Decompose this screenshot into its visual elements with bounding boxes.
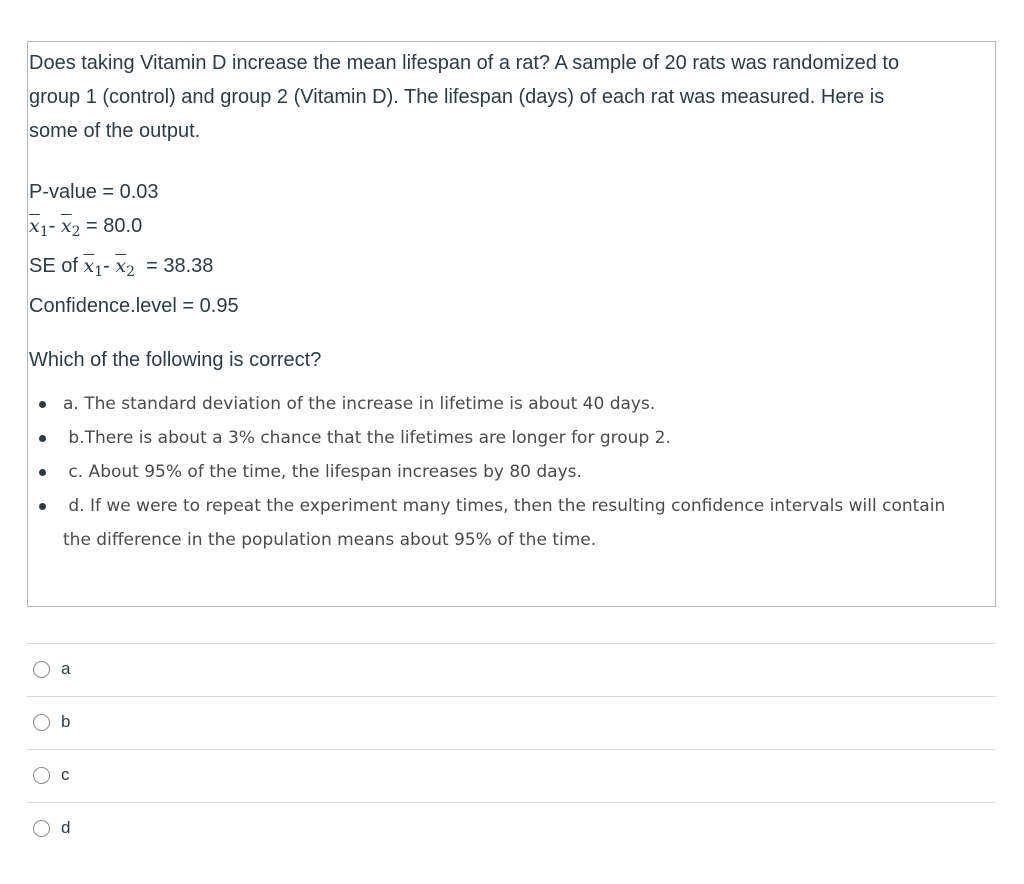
answer-label[interactable]: b — [61, 712, 71, 731]
answer-label[interactable]: c — [61, 765, 70, 784]
se-label: SE of — [29, 255, 84, 277]
radio-button-c[interactable] — [33, 767, 50, 784]
bullet-icon — [39, 401, 46, 408]
stats-output — [29, 175, 239, 323]
se-value: = 38.38 — [134, 255, 214, 277]
statement-item: c. About 95% of the time, the lifespan increases by 80 days. — [28, 455, 973, 489]
question-text — [29, 46, 979, 148]
question-prompt: Which of the following is correct? — [29, 349, 322, 371]
answer-choices — [27, 643, 996, 855]
answer-label[interactable]: a — [61, 659, 71, 678]
se-line — [29, 249, 239, 289]
mean-difference-value: = 80.0 — [80, 215, 143, 237]
question-box — [27, 41, 996, 607]
statement-list — [28, 387, 973, 557]
answer-label[interactable]: d — [61, 818, 71, 837]
se-expression: $\overline{x}_1-$ $\overline{x}_2$ — [83, 255, 135, 280]
radio-button-d[interactable] — [33, 820, 50, 837]
bullet-icon — [39, 469, 46, 476]
mean-difference-expression: $\overline{x}_1-$ $\overline{x}_2$ — [29, 215, 81, 240]
statement-item: d. If we were to repeat the experiment many times, then the resulting confidence intervals will contain the difference in the population means about 95% of the time. — [28, 489, 973, 557]
pvalue-line — [29, 175, 239, 209]
pvalue-value: = 0.03 — [102, 181, 159, 203]
question-line-3: some of the output. — [29, 120, 201, 142]
statement-item: b.There is about a 3% chance that the lifetimes are longer for group 2. — [28, 421, 973, 455]
bullet-icon — [39, 503, 46, 510]
statement-item: a. The standard deviation of the increase in lifetime is about 40 days. — [28, 387, 973, 421]
question-line-1: Does taking Vitamin D increase the mean lifespan of a rat? A sample of 20 rats was randomized to — [29, 52, 900, 74]
bullet-icon — [39, 435, 46, 442]
radio-button-a[interactable] — [33, 661, 50, 678]
answer-option-a[interactable] — [27, 643, 996, 696]
mean-difference-line — [29, 209, 239, 249]
radio-button-b[interactable] — [33, 714, 50, 731]
answer-option-b[interactable] — [27, 696, 996, 749]
answer-option-d[interactable] — [27, 802, 996, 855]
confidence-line: Confidence.level = 0.95 — [29, 295, 239, 317]
question-line-2: group 1 (control) and group 2 (Vitamin D). The lifespan (days) of each rat was measured. Here is — [29, 86, 885, 108]
pvalue-label: P-value — [29, 181, 103, 203]
answer-option-c[interactable] — [27, 749, 996, 802]
